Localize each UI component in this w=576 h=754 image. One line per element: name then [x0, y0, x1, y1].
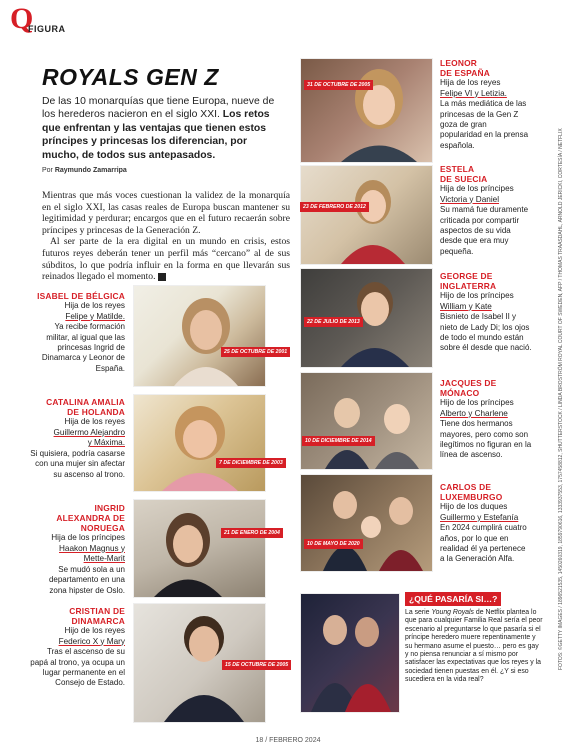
portrait-ingrid-illustration — [134, 500, 265, 597]
royal-name-line-2: DE SUECIA — [440, 174, 488, 184]
date-tag-carlos: 10 DE MAYO DE 2020 — [304, 539, 363, 549]
royal-parents-prefix: Hija de los príncipes — [51, 533, 125, 542]
photo-carlos — [300, 474, 433, 572]
article-intro — [42, 95, 282, 162]
royal-parents: Victoria y Daniel — [440, 194, 500, 204]
royal-parents-prefix: Hija de los reyes — [64, 301, 125, 310]
question-text-b: de Netflix plantea lo que para cualquier Familia Real sería el peor escenario al preguntarse lo que pasaría si el príncipe heredero muere repentinamente y su hermano asume el puesto… pero es gay y no piensa renunciar a sí mismo por satisfacer las expectativas que los reyes y la sociedad tienen puestas en él. ¿Y si eso sucediera en la vida real? — [405, 609, 543, 684]
royal-description: Si quisiera, podría casarse con una mujer sin afectar su ascenso al trono. — [30, 448, 125, 479]
photo-credits — [558, 110, 568, 670]
portrait-carlos-illustration — [301, 475, 432, 571]
photo-leonor — [300, 58, 433, 163]
royal-name-line-1: GEORGE DE — [440, 271, 493, 281]
royal-name-line-2: INGLATERRA — [440, 281, 497, 291]
date-tag-isabel: 25 DE OCTUBRE DE 2001 — [221, 347, 290, 357]
royal-description: Ya recibe formación militar, al igual que las princesas Ingrid de Dinamarca y Leonor de España. — [41, 322, 125, 373]
royal-description: La más mediática de las princesas de la Gen Z goza de gran popularidad en la prensa española. — [440, 99, 529, 150]
royal-name-line-1: CRISTIAN DE — [69, 606, 125, 616]
photo-credits-text: FOTOS: ©GETTY IMAGES / 1896521535, 1450260319, 1859790616, 1333937553, 1757458812, SHUTTERSTOCK / LINDA BROSTRÖM ROYAL COURT OF SWEDEN, AFP / THOMAS TRAASDAHL, ARNOLD JERICKI, CORTESÍA / NETFLIX — [558, 128, 564, 670]
article-body — [42, 190, 290, 283]
royal-name-line-2: DE ESPAÑA — [440, 68, 491, 78]
royal-catalina — [30, 397, 125, 480]
royal-name-line-2: LUXEMBURGO — [440, 492, 503, 502]
portrait-jacques-illustration — [301, 373, 432, 469]
royal-george — [440, 271, 532, 354]
royal-estela — [440, 164, 532, 257]
magazine-logo: Q — [10, 2, 34, 35]
portrait-leonor-illustration — [301, 59, 432, 162]
byline — [42, 167, 127, 174]
royal-description: Tras el ascenso de su papá al trono, ya ocupa un lugar permanente en el Consejo de Estado. — [30, 647, 125, 688]
question-text — [405, 609, 543, 685]
royal-parents-line-1: Haakon Magnus y — [59, 543, 125, 553]
royal-name-line-1: INGRID — [94, 503, 125, 513]
royal-parents: Felipe VI y Letizia. — [440, 88, 507, 98]
question-text-a: La serie — [405, 609, 432, 616]
royal-name-line-1: LEONOR — [440, 58, 478, 68]
royal-ingrid — [30, 503, 125, 596]
byline-author: Raymundo Zamarripa — [54, 167, 127, 174]
royal-name-line-2: MÓNACO — [440, 388, 480, 398]
body-paragraph-2 — [42, 236, 290, 282]
royal-parents: Federico X y Mary — [58, 636, 125, 646]
question-title: ¿QUÉ PASARÍA SI…? — [405, 592, 501, 606]
portrait-estela-illustration — [301, 166, 432, 264]
royal-parents-prefix: Hija de los reyes — [64, 417, 125, 426]
question-text-italic: Young Royals — [431, 609, 474, 616]
young-royals-illustration — [301, 594, 399, 712]
royal-parents-prefix: Hijo de los príncipes — [440, 398, 514, 407]
royal-carlos — [440, 482, 532, 565]
royal-name-line-1: CATALINA AMALIA — [46, 397, 125, 407]
end-mark-icon: Q — [158, 273, 166, 281]
body-paragraph-1: Mientras que más voces cuestionan la validez de la monarquía en el siglo XXI, las casas reales de Europa buscan mantener su legitimidad y perdurar; encargos que en el futuro recaerán sobre príncipes y princesas de la Generación Z. — [42, 190, 290, 236]
royal-parents: William y Kate — [440, 301, 492, 311]
royal-parents-prefix: Hijo de los reyes — [64, 626, 125, 635]
royal-parents-prefix: Hijo de los duques — [440, 502, 508, 511]
photo-isabel — [133, 285, 266, 387]
section-label: FIGURA — [28, 24, 66, 34]
date-tag-catalina: 7 DE DICIEMBRE DE 2003 — [216, 458, 286, 468]
body-paragraph-2-text: Al ser parte de la era digital en un mundo en crisis, estos futuros reyes deberán tener un perfil más “cercano” al de sus súbditos, lo que podría influir en la forma en que llevarán sus reinados llegado el momento. — [42, 236, 290, 283]
royal-name-line-2: DE HOLANDA — [67, 407, 125, 417]
royal-cristian — [30, 606, 125, 689]
royal-parents-line-2: Mette-Marit — [83, 554, 125, 564]
date-tag-cristian: 15 DE OCTUBRE DE 2005 — [222, 660, 291, 670]
photo-estela — [300, 165, 433, 265]
royal-name-line-1: JACQUES DE — [440, 378, 497, 388]
royal-leonor — [440, 58, 530, 151]
royal-parents-line-1: Guillermo Alejandro — [53, 427, 125, 437]
royal-name: ISABEL DE BÉLGICA — [37, 291, 125, 301]
royal-name-line-1: CARLOS DE — [440, 482, 492, 492]
photo-catalina — [133, 394, 266, 492]
date-tag-george: 22 DE JULIO DE 2013 — [304, 317, 363, 327]
royal-parents: Felipe y Matilde. — [65, 311, 125, 321]
royal-name-line-3: NORUEGA — [80, 523, 125, 533]
royal-description: Bisnieto de Isabel II y nieto de Lady Di; los ojos de todo el mundo están sobre él desde que nació. — [440, 312, 532, 353]
article-title: ROYALS GEN Z — [42, 64, 219, 90]
royal-parents: Alberto y Charlene — [440, 408, 508, 418]
photo-jacques — [300, 372, 433, 470]
intro-regular: De las 10 monarquías que tiene Europa, nueve de los herederos nacieron en el siglo XXI. — [42, 96, 275, 121]
royal-parents-prefix: Hija de los reyes — [440, 78, 501, 87]
date-tag-leonor: 31 DE OCTUBRE DE 2005 — [304, 80, 373, 90]
royal-jacques — [440, 378, 532, 461]
royal-name-line-1: ESTELA — [440, 164, 475, 174]
royal-parents-prefix: Hija de los príncipes — [440, 184, 514, 193]
royal-description: En 2024 cumplirá cuatro años, por lo que en realidad él ya pertenece a la Generación Alfa. — [440, 523, 527, 564]
portrait-isabel-illustration — [134, 286, 265, 386]
byline-prefix: Por — [42, 167, 55, 174]
royal-parents: Guillermo y Estefanía — [440, 512, 519, 522]
royal-description: Tiene dos hermanos mayores, pero como son ilegítimos no figuran en la línea de ascenso. — [440, 419, 532, 460]
date-tag-estela: 23 DE FEBRERO DE 2012 — [300, 202, 369, 212]
photo-ingrid — [133, 499, 266, 598]
photo-young-royals — [300, 593, 400, 713]
date-tag-jacques: 10 DE DICIEMBRE DE 2014 — [302, 436, 375, 446]
royal-description: Su mamá fue duramente criticada por compartir aspectos de su vida desde que era muy pequeña. — [440, 205, 529, 256]
page-footer: 18 / FEBRERO 2024 — [255, 737, 321, 744]
portrait-catalina-illustration — [134, 395, 265, 491]
royal-description: Se mudó sola a un departamento en una zona hipster de Oslo. — [48, 564, 125, 595]
royal-name-line-2: DINAMARCA — [71, 616, 125, 626]
intro-bold: Los retos que enfrentan y las ventajas que tienen estos príncipes y princesas los diferencian, por mucho, de todos sus antepasados. — [42, 109, 270, 161]
royal-parents-line-2: y Máxima. — [87, 438, 125, 448]
royal-name-line-2: ALEXANDRA DE — [56, 513, 125, 523]
royal-parents-prefix: Hijo de los príncipes — [440, 291, 514, 300]
royal-isabel — [30, 291, 125, 374]
date-tag-ingrid: 21 DE ENERO DE 2004 — [221, 528, 283, 538]
